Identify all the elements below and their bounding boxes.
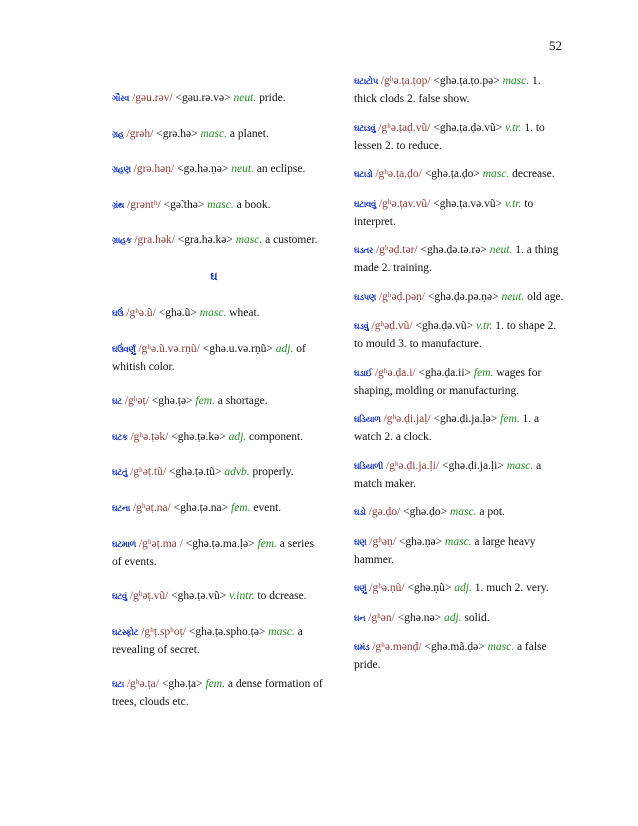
- syllabification: <ghə.ṇũ>: [407, 582, 452, 594]
- headword: ઘટાડવું: [354, 123, 376, 134]
- dictionary-entry: [112, 126, 324, 144]
- definition: a shortage.: [217, 395, 268, 408]
- pronunciation: /gʰəḍ.tər/: [375, 244, 418, 256]
- syllabification: <ghə.ṭə>: [151, 395, 193, 408]
- headword: ગ્રહણ: [112, 165, 131, 176]
- syllabification: <ghə.ṭə.vũ>: [171, 590, 227, 603]
- part-of-speech: advb.: [224, 466, 250, 479]
- dictionary-entry: [354, 458, 566, 493]
- part-of-speech: adj.: [454, 582, 472, 594]
- part-of-speech: v.tr.: [476, 320, 493, 332]
- syllabification: <ghə.ũ>: [158, 306, 197, 319]
- headword: ઘણું: [354, 584, 367, 594]
- pronunciation: /grəntʰ/: [127, 198, 161, 211]
- headword: ગૌરવ: [112, 94, 130, 104]
- headword: ઘટસ્ફોટ: [112, 627, 139, 638]
- syllabification: <ghə.ṭə.spho.ṭə>: [188, 625, 266, 638]
- pronunciation: /gʰən/: [368, 611, 395, 624]
- dictionary-entry: [354, 242, 566, 277]
- part-of-speech: fem.: [195, 395, 215, 408]
- dictionary-entry: [354, 318, 566, 353]
- dictionary-entry: [112, 500, 324, 518]
- dictionary-entry: [354, 365, 566, 400]
- syllabification: <grə.hə>: [156, 127, 198, 140]
- pronunciation: /gʰə.ṭa.ḍo/: [375, 168, 422, 180]
- part-of-speech: masc.: [449, 506, 477, 518]
- pronunciation: /gʰə.mənḍ/: [372, 641, 422, 653]
- dictionary-entry: [112, 90, 324, 108]
- pronunciation: /gʰə.ṭav.vũ/: [378, 197, 431, 210]
- part-of-speech: adj.: [443, 611, 462, 624]
- headword: ગ્રહ: [112, 129, 124, 140]
- syllabification: <ghə.ṭa.və.vũ>: [433, 197, 503, 210]
- left-entries-top: [112, 90, 324, 250]
- headword: ઘટવું: [112, 592, 127, 603]
- headword: ઘડપણ: [354, 292, 376, 303]
- definition: to interpret.: [354, 197, 534, 228]
- pronunciation: /gə.ḍo/: [368, 506, 401, 518]
- headword: ગ્રંથ: [112, 200, 125, 211]
- dictionary-entry: [112, 624, 324, 659]
- left-entries-bottom: [112, 305, 324, 711]
- dictionary-entry: [112, 393, 324, 411]
- syllabification: <ghə.ḍə.tə.rə>: [420, 244, 487, 256]
- dictionary-entry: [112, 429, 324, 447]
- headword: ઘન: [354, 613, 366, 624]
- right-column: [354, 73, 566, 686]
- syllabification: <gə̃.thə>: [163, 198, 205, 211]
- page-number: 52: [549, 38, 562, 53]
- pronunciation: /gʰəṭ/: [124, 395, 149, 408]
- pronunciation: /gʰə.ḍi.jaḷ/: [383, 413, 431, 425]
- pronunciation: /gʰə.ḍi.ja.ḷi/: [385, 459, 440, 472]
- pronunciation: /gʰəṭ.ma /: [138, 537, 183, 550]
- headword: ગ્રાહક: [112, 236, 132, 247]
- syllabification: <ghə.ḍa.ii>: [418, 366, 472, 379]
- definition: a pot.: [479, 506, 505, 518]
- definition: 1. thick clods 2. false show.: [354, 75, 541, 105]
- definition: of whitish color.: [112, 342, 306, 373]
- part-of-speech: fem.: [231, 501, 251, 514]
- syllabification: <ghə.ṭə.ma.ḷə>: [185, 537, 255, 550]
- pronunciation: /gʰə.ṭa/: [126, 678, 159, 691]
- right-entries: [354, 73, 566, 674]
- syllabification: <ghə.ṭə.kə>: [171, 430, 226, 443]
- dictionary-entry: [354, 504, 566, 522]
- headword: ઘટા: [112, 680, 124, 691]
- definition: 1. a watch 2. a clock.: [354, 413, 540, 443]
- dictionary-entry: [354, 289, 566, 307]
- part-of-speech: masc.: [207, 198, 234, 211]
- definition: event.: [253, 501, 282, 514]
- pronunciation: /gʰə.ṭa.ṭop/: [380, 75, 431, 87]
- definition: a false pride.: [354, 641, 547, 671]
- part-of-speech: fem.: [257, 537, 277, 550]
- headword: ઘટના: [112, 503, 131, 514]
- section-letter: ઘ: [210, 269, 218, 283]
- syllabification: <ghə.ḍə.vũ>: [415, 320, 474, 332]
- headword: ઘઉંવર્ણું: [112, 344, 136, 355]
- definition: pride.: [259, 92, 286, 104]
- part-of-speech: fem.: [473, 366, 494, 379]
- headword: ઘણ: [354, 537, 367, 548]
- syllabification: <ghə.nə>: [397, 611, 442, 624]
- dictionary-entry: [112, 341, 324, 376]
- part-of-speech: v.intr.: [229, 590, 255, 603]
- headword: ઘટ: [112, 397, 122, 408]
- definition: a match maker.: [354, 459, 542, 490]
- pronunciation: /gʰəḍ.vũ/: [371, 320, 413, 332]
- definition: a planet.: [229, 127, 269, 140]
- dictionary-entry: [354, 120, 566, 155]
- syllabification: <ghə.ḍi.ja.ḷə>: [433, 413, 498, 425]
- pronunciation: /gʰə.ṭək/: [130, 430, 169, 443]
- dictionary-entry: [112, 161, 324, 179]
- pronunciation: /gʰə.ṭaḍ.vũ/: [378, 121, 431, 134]
- pronunciation: /gʰəṭ.na/: [132, 501, 171, 514]
- dictionary-entry: [354, 196, 566, 231]
- part-of-speech: adj.: [275, 342, 294, 355]
- syllabification: <gra.hə.kə>: [177, 234, 233, 247]
- headword: ઘટક: [112, 432, 128, 443]
- dictionary-entry: [354, 73, 566, 108]
- definition: 1. to lessen 2. to reduce.: [354, 121, 545, 152]
- syllabification: <ghə.u.və.rṇũ>: [202, 342, 273, 355]
- pronunciation: /gʰəṭ.vũ/: [129, 590, 169, 603]
- part-of-speech: masc.: [445, 535, 472, 548]
- definition: a large heavy hammer.: [354, 535, 536, 566]
- definition: wages for shaping, molding or manufacturing.: [354, 366, 542, 397]
- syllabification: <ghə.ṭə.tũ>: [168, 466, 222, 479]
- part-of-speech: neut.: [233, 92, 257, 104]
- part-of-speech: adj.: [228, 430, 247, 443]
- syllabification: <ghə.ṭa.ḍo>: [424, 168, 480, 180]
- dictionary-entry: [112, 197, 324, 215]
- dictionary-entry: [354, 534, 566, 569]
- definition: an eclipse.: [256, 163, 306, 176]
- headword: ઘડાઈ: [354, 368, 372, 379]
- syllabification: <ghə.mã.ḍə>: [424, 641, 485, 653]
- definition: decrease.: [512, 168, 555, 180]
- syllabification: <ghə.ṭa.ṭo.pə>: [433, 75, 500, 87]
- syllabification: <ghə.ṭa.ḍə.vũ>: [433, 121, 503, 134]
- part-of-speech: masc.: [199, 306, 227, 319]
- part-of-speech: neut.: [501, 290, 525, 303]
- part-of-speech: v.tr.: [504, 197, 522, 210]
- definition: a series of events.: [112, 537, 314, 568]
- definition: to dcrease.: [257, 590, 307, 603]
- headword: ઘડિયાળી: [354, 461, 384, 472]
- part-of-speech: fem.: [205, 678, 225, 691]
- headword: ઘમંડ: [354, 643, 370, 653]
- part-of-speech: masc.: [268, 625, 295, 638]
- headword: ઘટતું: [112, 468, 128, 479]
- dictionary-entry: [354, 411, 566, 446]
- definition: solid.: [464, 611, 490, 624]
- dictionary-entry: [112, 305, 324, 323]
- definition: a customer.: [265, 234, 318, 247]
- definition: old age.: [527, 290, 564, 303]
- syllabification: <ghə.ḍə.pə.ṇə>: [427, 290, 499, 303]
- part-of-speech: fem.: [500, 413, 520, 425]
- part-of-speech: masc.: [235, 234, 263, 247]
- dictionary-entry: [354, 166, 566, 184]
- dictionary-entry: [112, 232, 324, 250]
- syllabification: <gə.hə.ṇə>: [177, 163, 229, 176]
- part-of-speech: v.tr.: [505, 121, 522, 134]
- pronunciation: /gʰəṇ/: [369, 535, 396, 548]
- syllabification: <ghə.ṭa>: [161, 678, 203, 691]
- part-of-speech: masc.: [502, 75, 530, 87]
- headword: ઘટાટોપ: [354, 77, 378, 87]
- definition: a revealing of secret.: [112, 625, 303, 656]
- part-of-speech: masc.: [200, 127, 228, 140]
- definition: a dense formation of trees, clouds etc.: [112, 678, 323, 709]
- headword: ઘડિયાળ: [354, 415, 381, 425]
- dictionary-entry: [354, 580, 566, 598]
- part-of-speech: neut.: [231, 163, 254, 176]
- pronunciation: /gʰəḍ.pəṇ/: [378, 290, 425, 303]
- definition: 1. much 2. very.: [474, 582, 549, 594]
- syllabification: <ghə.ḍi.ja.ḷi>: [442, 459, 504, 472]
- pronunciation: /grə.həṇ/: [133, 163, 175, 176]
- definition: properly.: [252, 466, 294, 479]
- syllabification: <gəu.rə.və>: [175, 92, 231, 104]
- pronunciation: /gʰṭ.spʰoṭ/: [141, 625, 187, 638]
- part-of-speech: masc.: [482, 168, 510, 180]
- pronunciation: /gʰə.ũ.və.rṇũ/: [138, 342, 200, 355]
- pronunciation: /grəh/: [126, 127, 154, 140]
- left-column: [112, 90, 324, 729]
- headword: ઘડવું: [354, 322, 369, 332]
- definition: wheat.: [229, 306, 260, 319]
- headword: ઘટાડો: [354, 170, 373, 180]
- headword: ઘટમાળ: [112, 539, 137, 550]
- dictionary-entry: [112, 536, 324, 571]
- pronunciation: /gʰə.ũ/: [126, 306, 156, 319]
- definition: component.: [249, 430, 304, 443]
- dictionary-entry: [354, 610, 566, 628]
- dictionary-entry: [112, 464, 324, 482]
- definition: a book.: [236, 198, 271, 211]
- headword: ઘડો: [354, 508, 366, 518]
- part-of-speech: masc.: [506, 459, 534, 472]
- part-of-speech: masc.: [487, 641, 515, 653]
- pronunciation: /gʰə.ḍa.i/: [374, 366, 416, 379]
- definition: 1. to shape 2. to mould 3. to manufacture.: [354, 320, 557, 350]
- dictionary-entry: [112, 588, 324, 606]
- part-of-speech: neut.: [489, 244, 513, 256]
- headword: ઘડતર: [354, 246, 374, 256]
- pronunciation: /gʰə.ṇũ/: [369, 582, 405, 594]
- dictionary-entry: [354, 639, 566, 674]
- syllabification: <ghə.ḍo>: [403, 506, 448, 518]
- syllabification: <ghə.ṇə>: [398, 535, 443, 548]
- pronunciation: /gʰəṭ.tũ/: [130, 466, 167, 479]
- definition: 1. a thing made 2. training.: [354, 244, 559, 274]
- headword: ઘઉં: [112, 308, 124, 319]
- headword: ઘટાવવું: [354, 199, 376, 210]
- dictionary-entry: [112, 676, 324, 711]
- pronunciation: /gəu.rəv/: [132, 92, 173, 104]
- pronunciation: /gra.hək/: [134, 234, 175, 247]
- syllabification: <ghə.ṭə.na>: [173, 501, 229, 514]
